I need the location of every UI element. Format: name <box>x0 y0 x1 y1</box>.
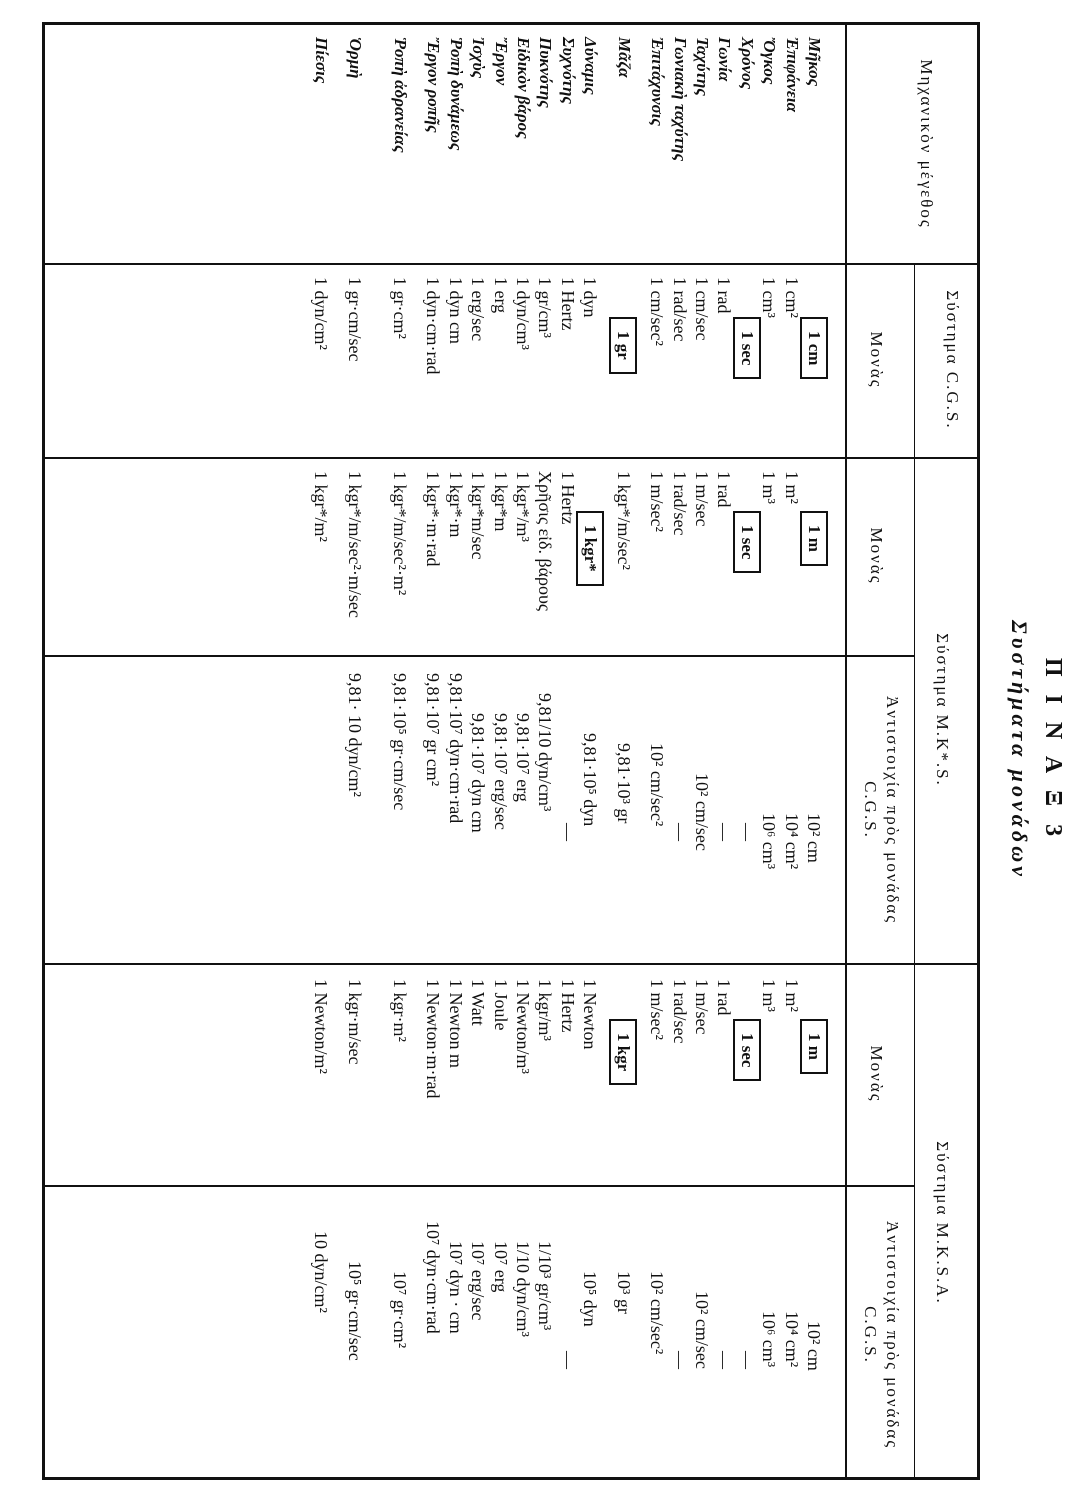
header-mks-star-unit: Μονὰς <box>867 527 886 585</box>
mks-star-corr-cell: — <box>714 823 735 841</box>
mksa-corr-column <box>310 1201 825 1371</box>
mksa-cell: 1 m³ <box>759 979 780 1012</box>
cgs-cell: 1 rad/sec <box>669 277 690 342</box>
cgs-cell: 1 cm/sec <box>692 277 713 341</box>
mksa-corr-cell: 10⁶ cm³ <box>759 1311 780 1368</box>
mksa-corr-cell: 10² cm <box>804 1321 824 1371</box>
mks-star-corr-column <box>310 673 825 869</box>
mks-star-base-time: 1 sec <box>733 511 761 573</box>
mks-star-cell: 1 kgr*m <box>490 471 511 532</box>
cgs-cell: 1 cm² <box>781 277 802 318</box>
mks-star-cell: 1 kgr*/m/sec²·m/sec <box>344 471 365 618</box>
mksa-cell: 1 rad <box>714 979 735 1016</box>
mksa-corr-cell: — <box>714 1351 735 1369</box>
mks-star-corr-cell: 9,81·10³ gr <box>613 743 634 824</box>
cgs-cell: 1 rad <box>714 277 735 314</box>
mksa-corr-cell: 10⁷ gr·cm² <box>389 1271 410 1349</box>
mks-star-corr-cell: 9,81/10 dyn/cm³ <box>535 693 556 812</box>
quantity-angular-velocity: Γωνιακὴ ταχύτης <box>670 37 690 162</box>
mks-star-cell: 1 m² <box>781 471 802 504</box>
mksa-corr-cell: 10⁵ gr·cm/sec <box>344 1261 365 1361</box>
mks-star-corr-cell: 10² cm/sec² <box>647 743 668 827</box>
system-header-line <box>914 265 915 1477</box>
mksa-corr-cell: — <box>736 1351 757 1369</box>
cgs-base-time: 1 sec <box>733 317 761 379</box>
mks-star-corr-cell: 10² cm/sec <box>692 773 713 851</box>
cgs-cell: 1 gr/cm³ <box>535 277 556 338</box>
mksa-cell: 1 Hertz <box>557 979 578 1033</box>
column-divider <box>45 1185 915 1187</box>
mksa-corr-cell: 10² cm/sec² <box>647 1271 668 1355</box>
mksa-base-length: 1 m <box>800 1019 828 1074</box>
mks-star-corr-cell: 9,81·10⁷ erg/sec <box>490 713 511 830</box>
quantity-length: Μῆκος <box>805 37 824 87</box>
quantity-area: Ἐπιφάνεια <box>782 37 802 112</box>
mksa-cell: 1 Newton m <box>445 979 466 1068</box>
mks-star-cell: 1 m/sec <box>692 471 713 527</box>
mksa-cell: 1 kgr·m/sec <box>344 979 365 1065</box>
cgs-base-length: 1 cm <box>800 317 828 379</box>
quantity-torque-work: Ἔργον ροπῆς <box>424 37 444 133</box>
header-separator <box>845 25 847 1477</box>
mksa-cell: 1 Newton·m·rad <box>423 979 444 1099</box>
mks-star-corr-cell: 9,81·10⁷ erg <box>512 713 533 802</box>
mksa-corr-cell: — <box>669 1351 690 1369</box>
mksa-unit-column <box>310 979 825 1098</box>
mks-star-corr-cell: 9,81·10⁵ dyn <box>580 733 601 827</box>
mks-star-corr-cell: — <box>557 823 578 841</box>
mksa-cell: 1 m/sec <box>692 979 713 1035</box>
cgs-cell: 1 Hertz <box>557 277 578 331</box>
column-divider <box>45 655 915 657</box>
mksa-cell: 1 kgr/m³ <box>535 979 556 1041</box>
mksa-base-mass: 1 kgr <box>609 1019 637 1085</box>
quantity-momentum: Ὁρμὴ <box>345 37 365 79</box>
mks-star-cell: 1 kgr*/m³ <box>512 471 533 542</box>
units-table <box>42 22 980 1480</box>
quantity-angle: Γωνία <box>715 37 735 82</box>
cgs-cell: 1 dyn/cm² <box>311 277 332 350</box>
cgs-cell: 1 dyn·cm·rad <box>423 277 444 375</box>
cgs-cell: 1 erg/sec <box>468 277 489 342</box>
quantity-time: Χρόνος <box>737 37 757 90</box>
mks-star-corr-cell: — <box>736 823 757 841</box>
mksa-corr-cell: 10⁷ erg <box>490 1241 511 1293</box>
header-mksa-system: Σύστημα M.K.S.A. <box>933 1141 952 1305</box>
cgs-base-mass: 1 gr <box>609 317 637 374</box>
page-subtitle: Συστήματα μονάδων <box>1007 620 1032 880</box>
header-mksa-corr: Ἀντιστοιχία πρὸς μονάδας C.G.S. <box>861 1220 902 1450</box>
mks-star-corr-cell: 10² cm <box>804 813 824 863</box>
header-mks-star-corr: Ἀντιστοιχία πρὸς μονάδας C.G.S. <box>861 695 902 925</box>
cgs-unit-column <box>310 277 825 379</box>
mks-star-corr-cell: 9,81· 10 dyn/cm² <box>344 673 365 797</box>
column-divider <box>45 963 977 965</box>
mksa-corr-cell: 10⁷ dyn·cm·rad <box>423 1221 444 1334</box>
mksa-cell: 1 m/sec² <box>647 979 668 1040</box>
mks-star-corr-cell: 10⁴ cm² <box>781 813 802 870</box>
mksa-corr-cell: 10⁴ cm² <box>781 1311 802 1368</box>
cgs-cell: 1 cm/sec² <box>647 277 668 346</box>
mks-star-corr-cell: 9,81·10⁷ dyn cm <box>468 713 489 833</box>
mksa-cell: 1 Newton <box>580 979 601 1050</box>
mksa-corr-cell: 1/10 dyn/cm³ <box>512 1241 533 1337</box>
quantity-pressure: Πίεσις <box>312 37 332 84</box>
mksa-cell: 1 Newton/m³ <box>512 979 533 1074</box>
mksa-base-time: 1 sec <box>733 1019 761 1081</box>
mksa-corr-cell: 10⁷ erg/sec <box>468 1241 489 1321</box>
mks-star-cell: Χρῆσις εἰδ. βάρους <box>535 471 556 612</box>
mksa-corr-cell: 10³ gr <box>613 1271 634 1314</box>
quantity-column <box>310 37 825 161</box>
mks-star-base-force: 1 kgr* <box>576 511 604 586</box>
quantity-moment-of-inertia: Ῥοπὴ ἀδρανείας <box>390 37 410 153</box>
cgs-cell: 1 gr·cm/sec <box>344 277 365 362</box>
quantity-force: Δύναμις <box>581 37 601 95</box>
mksa-cell: 1 rad/sec <box>669 979 690 1044</box>
mks-star-corr-cell <box>310 673 332 869</box>
mks-star-cell: 1 rad/sec <box>669 471 690 536</box>
mksa-cell: 1 Newton/m² <box>311 979 332 1074</box>
cgs-cell: 1 gr·cm² <box>389 277 410 339</box>
header-mksa-unit: Μονὰς <box>867 1045 886 1103</box>
mks-star-cell: 1 m³ <box>759 471 780 504</box>
mksa-corr-cell: 10² cm/sec <box>692 1291 713 1369</box>
mksa-corr-cell: 1/10³ gr/cm³ <box>535 1241 556 1331</box>
quantity-acceleration: Ἐπιτάχυνσις <box>648 37 668 126</box>
mks-star-cell: 1 m/sec² <box>647 471 668 532</box>
cgs-cell: 1 erg <box>490 277 511 314</box>
cgs-cell: 1 dyn cm <box>445 277 466 344</box>
mks-star-cell: 1 kgr*·m <box>445 471 466 538</box>
quantity-volume: Ὄγκος <box>760 37 780 85</box>
quantity-specific-weight: Εἰδικὸν βάρος <box>513 37 533 139</box>
header-quantity: Μηχανικὸν μέγεθος <box>917 59 936 229</box>
mks-star-cell: 1 kgr*/m/sec² <box>613 471 634 570</box>
quantity-frequency: Συχνότης <box>558 37 578 105</box>
column-divider <box>45 457 977 459</box>
quantity-density: Πυκνότης <box>536 37 556 108</box>
mksa-cell: 1 kgr·m² <box>389 979 410 1042</box>
quantity-mass: Μᾶζα <box>614 37 634 78</box>
quantity-power: Ἰσχὺς <box>469 37 489 79</box>
cgs-cell: 1 dyn <box>580 277 601 318</box>
cgs-cell: 1 cm³ <box>759 277 780 318</box>
mksa-corr-cell: 10 dyn/cm² <box>311 1231 332 1313</box>
mks-star-unit-column <box>310 471 825 618</box>
mksa-cell: 1 m² <box>781 979 802 1012</box>
mksa-cell: 1 Joule <box>490 979 511 1031</box>
mksa-corr-cell: 10⁷ dyn · cm <box>445 1241 466 1334</box>
header-mks-star-system: Σύστημα M.K*.S. <box>933 633 952 787</box>
mks-star-corr-cell: 9,81·10⁷ dyn·cm·rad <box>445 673 466 824</box>
mksa-corr-cell: 10⁵ dyn <box>580 1271 601 1327</box>
mks-star-cell: 1 Hertz <box>557 471 578 525</box>
mks-star-cell: 1 kgr*·m·rad <box>423 471 444 567</box>
mks-star-corr-cell: — <box>669 823 690 841</box>
quantity-work: Ἔργον <box>491 37 511 86</box>
column-divider <box>45 263 977 265</box>
header-cgs-unit: Μονὰς <box>867 331 886 389</box>
quantity-torque: Ῥοπὴ δυνάμεως <box>446 37 466 151</box>
cgs-cell: 1 dyn/cm³ <box>512 277 533 350</box>
mksa-corr-cell: — <box>557 1351 578 1369</box>
mks-star-corr-cell: 10⁶ cm³ <box>759 813 780 870</box>
mks-star-base-length: 1 m <box>800 511 828 566</box>
mks-star-cell: 1 kgr*/m/sec²·m² <box>389 471 410 596</box>
header-cgs-system: Σύστημα C.G.S. <box>943 290 962 430</box>
quantity-velocity: Ταχύτης <box>693 37 713 96</box>
mks-star-cell: 1 rad <box>714 471 735 508</box>
mks-star-corr-cell: 9,81·10⁷ gr cm² <box>423 673 444 787</box>
mksa-cell: 1 Watt <box>468 979 489 1026</box>
mks-star-corr-cell: 9,81·10⁵ gr·cm/sec <box>389 673 410 811</box>
mks-star-cell: 1 kgr*/m² <box>311 471 332 542</box>
mks-star-cell: 1 kgr*m/sec <box>468 471 489 560</box>
page-title: Π Ι Ν Α Ξ 3 <box>1040 657 1066 843</box>
